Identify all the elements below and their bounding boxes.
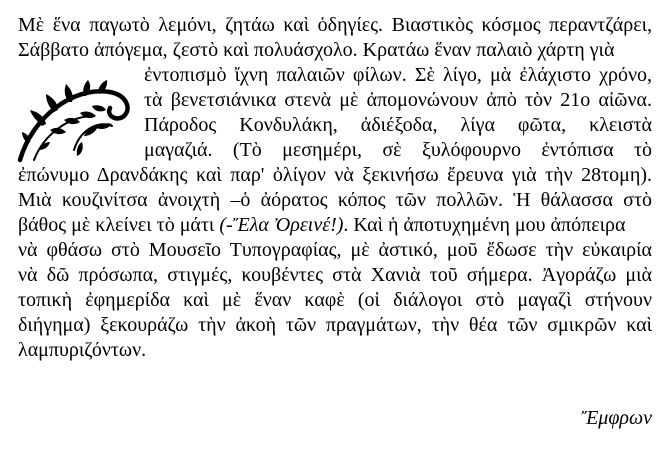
paragraph-line (18, 213, 652, 237)
paragraph-line: ἐντοπισμὸ ἴχνη παλαιῶν φίλων. Σὲ λίγο, μὰ ἐλάχιστο χρόνο, (144, 64, 652, 86)
paragraph-line: Πάροδος Κονδυλάκη, ἀδιέξοδα, λίγα φῶτα, κλειστὰ (144, 114, 652, 136)
paragraph-line: Μιὰ κουζινίτσα ἀνοιχτὴ –ὁ ἀόρατος κόπος τῶν πολλῶν. Ἡ θάλασσα στὸ (18, 189, 652, 211)
italic-exclamation: (-Ἔλα Ὀρεινέ!) (219, 214, 344, 236)
paragraph-line: τὰ βενετσιάνικα στενὰ μὲ ἀπομονώνουν ἀπὸ τὸν 21ο αἰῶνα. (144, 89, 652, 111)
paragraph-line: μαγαζιά. (Τὸ μεσημέρι, σὲ ξυλόφουρνο ἐντόπισα τὸ (144, 139, 652, 161)
paragraph-line: ἐπώνυμο Δρανδάκης καὶ παρ' ὀλίγον νὰ ξεκινήσω ἔρευνα γιὰ τὴν 28τομη). (18, 164, 652, 186)
paragraph-line: τοπικὴ ἐφημερίδα καὶ μὲ ἕναν καφὲ (οἱ διάλογοι στὸ μαγαζὶ στήνουν (18, 289, 652, 311)
paragraph-text: . Καὶ ἡ ἀποτυχημένη μου ἀπόπειρα (343, 214, 626, 236)
paragraph-text: βάθος μὲ κλείνει τὸ μάτι (18, 214, 215, 236)
author-signature: Ἔμφρων (581, 407, 652, 429)
paragraph-line: διήγημα) ξεκουράζω τὴν ἀκοὴ τῶν πραγμάτων, τὴν θέα τῶν σμικρῶν καὶ (18, 314, 652, 336)
paragraph-line: λαμπυριζόντων. (18, 339, 147, 361)
paragraph-line: Μὲ ἕνα παγωτὸ λεμόνι, ζητάω καὶ ὁδηγίες. Βιαστικὸς κόσμος περαντζάρει, (18, 14, 652, 36)
paragraph-line: νὰ δῶ πρόσωπα, στιγμές, κουβέντες στὰ Χανιὰ τοῦ σήμερα. Ἀγοράζω μιὰ (18, 264, 652, 286)
leaf-vine-ornament-icon (14, 66, 136, 170)
paragraph-line: νὰ φθάσω στὸ Μουσεῖο Τυπογραφίας, μὲ ἀστικό, μοῦ ἔδωσε τὴν εὐκαιρία (18, 239, 652, 261)
paragraph-line: Σάββατο ἀπόγεμα, ζεστὸ καὶ πολυάσχολο. Κρατάω ἕναν παλαιὸ χάρτη γιὰ (18, 39, 615, 61)
